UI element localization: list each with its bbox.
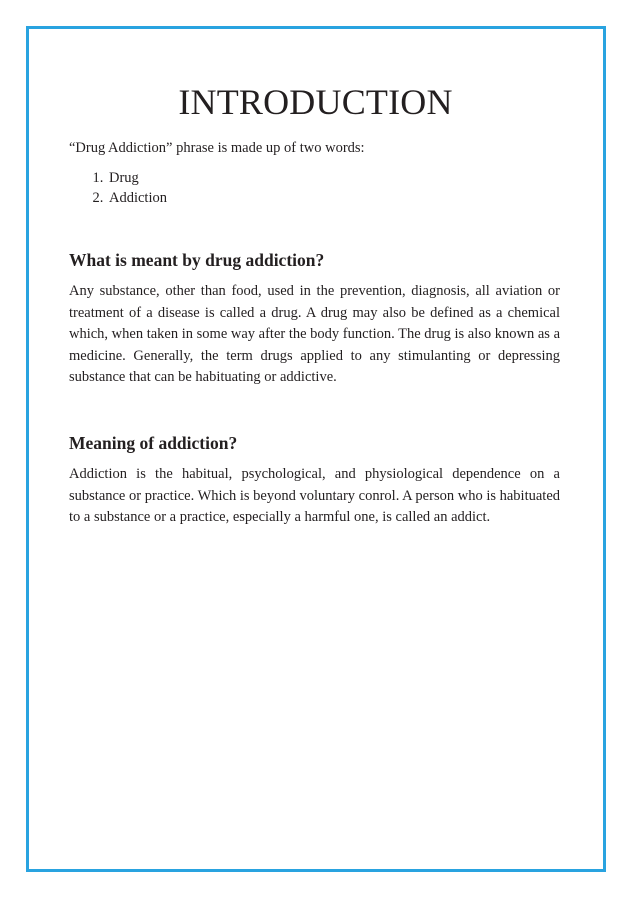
section-heading-addiction-meaning: Meaning of addiction? [69, 432, 238, 453]
page-title: INTRODUCTION [178, 82, 453, 122]
intro-text: “Drug Addiction” phrase is made up of two words: [69, 140, 365, 156]
word-list [69, 168, 560, 208]
section-heading-drug-addiction: What is meant by drug addiction? [69, 250, 325, 270]
addiction-definition-paragraph: Addiction is the habitual, psychological, and physiological dependence on a substance or practice. Which is beyond voluntary conrol. A person who is habituated to a substance or a practice, especially a harmful one, is called an addict. [69, 465, 561, 526]
list-item: 1. Drug [107, 168, 560, 188]
drug-definition-paragraph: Any substance, other than food, used in the prevention, diagnosis, all aviation or treatment of a disease is called a drug. A drug may also be defined as a chemical which, when taken in some way after the body function. The drug is also known as a medicine. Generally, the term drugs applied to any stimulanting or depressing substance that can be habituating or addictive. [69, 283, 561, 386]
list-item: 2. Addiction [107, 188, 560, 208]
document-content [69, 80, 560, 529]
